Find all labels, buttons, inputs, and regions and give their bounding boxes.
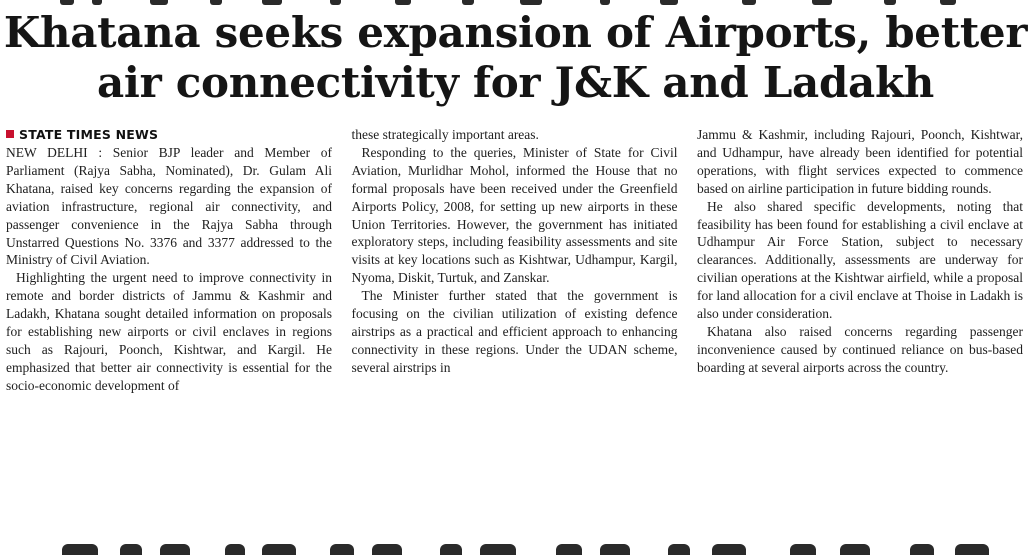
previous-article-fragment [0, 0, 1031, 8]
article-paragraph [6, 144, 332, 269]
byline-text: STATE TIMES NEWS [19, 127, 159, 142]
article-body [6, 126, 1023, 395]
article-paragraph: Highlighting the urgent need to improve connectivity in remote and border districts of Jammu & Kashmir and Ladakh, Khatana sought detailed information on proposals for establishing new airports or civil enclaves in regions such as Rajouri, Poonch, Kishtwar, and Kargil. He emphasized that better air connectivity is essential for the socio-economic development of [6, 270, 332, 393]
article-column-1 [6, 126, 332, 395]
article-paragraph: He also shared specific developments, noting that feasibility has been found for establishing a civil enclave at Udhampur Air Force Station, subject to necessary clearances. Additionally, assessments are underway for civilian operations at the Kishtwar airfield, while a proposal for land allocation for a civil enclave at Thoise in Ladakh is also under consideration. [697, 198, 1023, 322]
paragraph-text: : Senior BJP leader and Member of Parliament (Rajya Sabha, Nominated), Dr. Gulam Ali Khatana, raised key concerns regarding the expansion of aviation infrastructure, regional air connectivity, and passenger convenience in the Rajya Sabha through Unstarred Questions No. 3376 and 3377 addressed to the Ministry of Civil Aviation. [6, 145, 333, 268]
article-paragraph: Khatana also raised concerns regarding passenger inconvenience caused by continued reliance on bus-based boarding at several airports across the country. [697, 323, 1023, 375]
article-paragraph: Jammu & Kashmir, including Rajouri, Poonch, Kishtwar, and Udhampur, have already been identified for potential operations, with flight services expected to commence based on airline participation in future bidding rounds. [697, 127, 1023, 196]
byline-square-icon [6, 130, 14, 138]
next-article-fragment [0, 538, 1031, 555]
headline-line-1: Khatana seeks expansion of Airports, better [3, 8, 1028, 57]
article-column-3 [697, 126, 1023, 395]
article-paragraph: these strategically important areas. [351, 127, 539, 142]
article-column-2 [352, 126, 678, 395]
article-headline [0, 8, 1031, 108]
byline [6, 126, 332, 144]
headline-line-2: air connectivity for J&K and Ladakh [97, 58, 934, 107]
article-paragraph: Responding to the queries, Minister of State for Civil Aviation, Murlidhar Mohol, informed the House that no formal proposals have been received under the Greenfield Airports Policy, 2008, for setting up new airports in these Union Territories. However, the government has initiated exploratory steps, including feasibility assessments and site visits at key locations such as Kishtwar, Udhampur, Kargil, Nyoma, Diskit, Turtuk, and Zanskar. [351, 144, 678, 286]
dateline: NEW DELHI [6, 145, 88, 160]
article-paragraph: The Minister further stated that the government is focusing on the civilian utilization of existing defence airstrips as a practical and efficient approach to enhancing connectivity in these regions. Under the UDAN scheme, several airstrips in [351, 288, 678, 375]
